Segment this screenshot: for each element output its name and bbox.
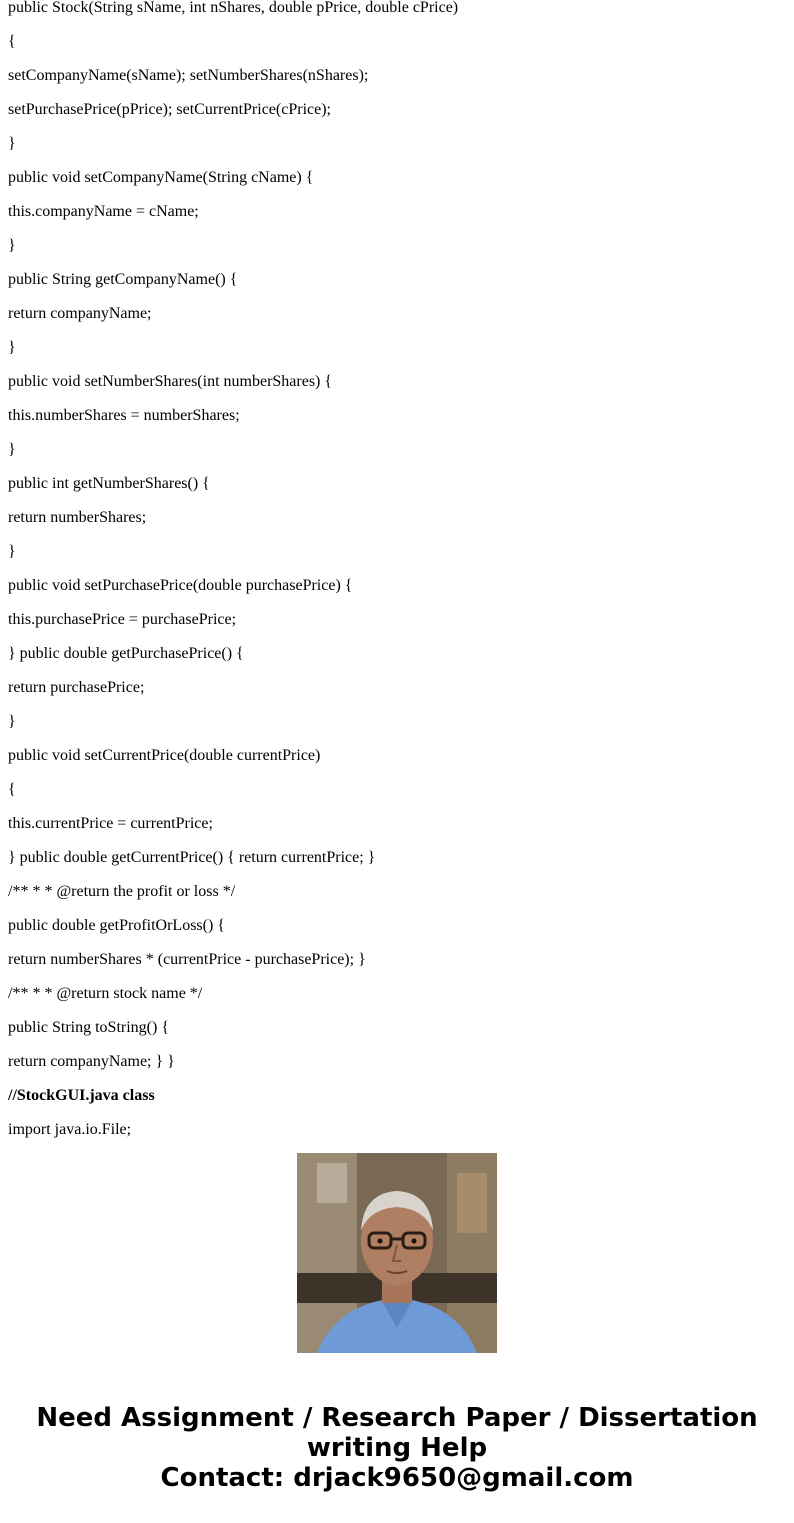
- code-line: this.currentPrice = currentPrice;: [8, 815, 213, 832]
- code-line: public String getCompanyName() {: [8, 271, 238, 288]
- code-line: {: [8, 33, 16, 50]
- code-line: }: [8, 543, 16, 560]
- code-line: this.numberShares = numberShares;: [8, 407, 240, 424]
- code-line: } public double getPurchasePrice() {: [8, 645, 244, 662]
- promo-contact: Contact: drjack9650@gmail.com: [160, 1463, 634, 1493]
- code-line: return companyName; } }: [8, 1053, 175, 1070]
- code-line: return companyName;: [8, 305, 152, 322]
- code-line: setPurchasePrice(pPrice); setCurrentPrice(cPrice);: [8, 101, 331, 118]
- code-line: }: [8, 713, 16, 730]
- promo-headline: Need Assignment / Research Paper / Dissertation: [36, 1403, 758, 1433]
- code-line: this.companyName = cName;: [8, 203, 199, 220]
- code-line: /** * * @return stock name */: [8, 985, 203, 1002]
- code-line: this.purchasePrice = purchasePrice;: [8, 611, 237, 628]
- portrait-icon: [297, 1153, 497, 1353]
- code-line: public void setPurchasePrice(double purchasePrice) {: [8, 577, 353, 594]
- code-line: public int getNumberShares() {: [8, 475, 210, 492]
- code-line: }: [8, 441, 16, 458]
- code-line: public String toString() {: [8, 1019, 170, 1036]
- promo-subheadline: writing Help: [306, 1433, 488, 1463]
- code-line: public void setCompanyName(String cName) {: [8, 169, 314, 186]
- code-line: /** * * @return the profit or loss */: [8, 883, 236, 900]
- code-line: public Stock(String sName, int nShares, double pPrice, double cPrice): [8, 0, 459, 16]
- section-heading: //StockGUI.java class: [8, 1087, 155, 1104]
- code-line: return purchasePrice;: [8, 679, 145, 696]
- author-avatar: [297, 1153, 497, 1353]
- code-line: } public double getCurrentPrice() { return currentPrice; }: [8, 849, 376, 866]
- code-line: }: [8, 237, 16, 254]
- promo-block: [0, 1403, 794, 1493]
- code-line: public void setNumberShares(int numberShares) {: [8, 373, 333, 390]
- code-line: return numberShares * (currentPrice - purchasePrice); }: [8, 951, 366, 968]
- code-line: setCompanyName(sName); setNumberShares(nShares);: [8, 67, 369, 84]
- code-line: public void setCurrentPrice(double currentPrice): [8, 747, 321, 764]
- code-line: public double getProfitOrLoss() {: [8, 917, 225, 934]
- code-line: }: [8, 135, 16, 152]
- code-line: {: [8, 781, 16, 798]
- code-line: }: [8, 339, 16, 356]
- code-line: return numberShares;: [8, 509, 147, 526]
- code-line: import java.io.File;: [8, 1121, 132, 1138]
